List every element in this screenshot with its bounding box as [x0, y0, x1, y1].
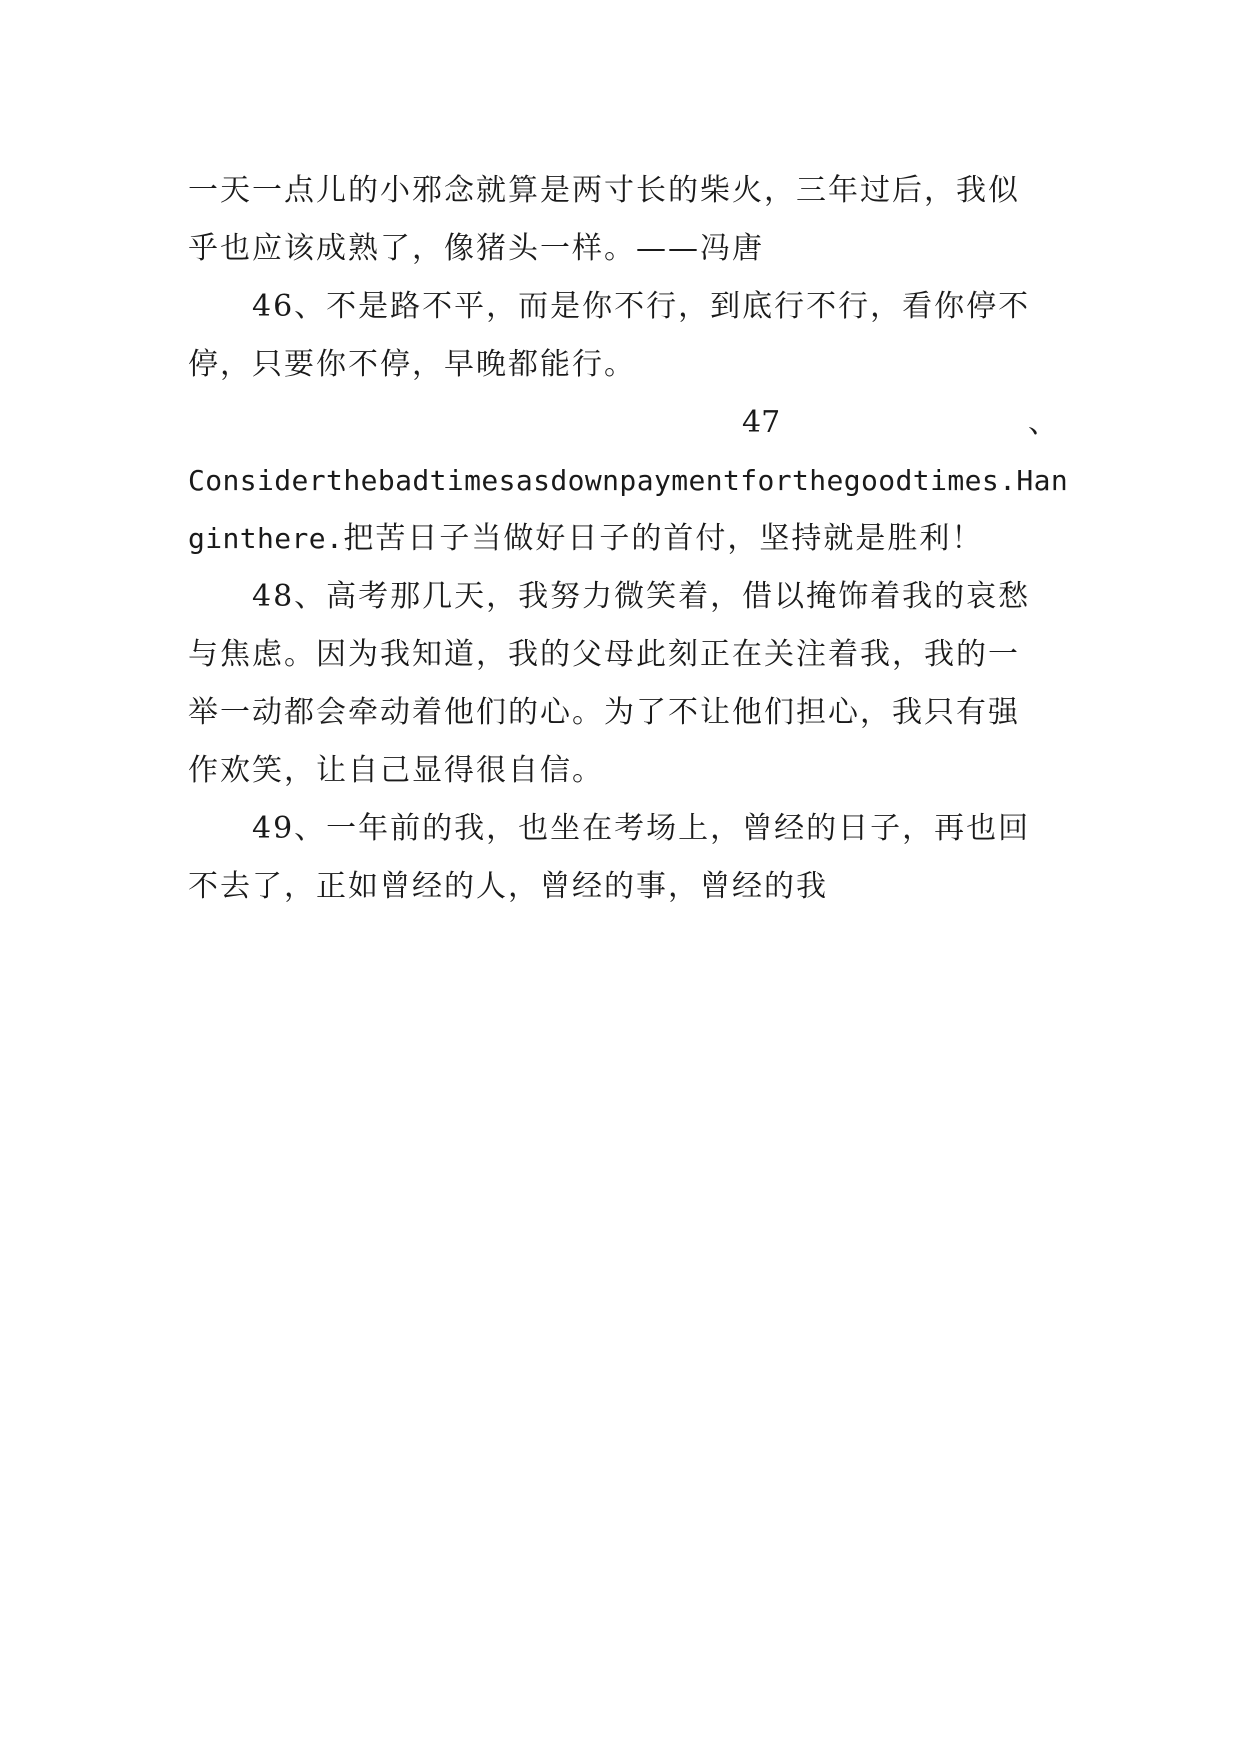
text-line: 乎也应该成熟了，像猪头一样。——冯唐	[188, 231, 764, 266]
text-line: 作欢笑，让自己显得很自信。	[188, 753, 604, 788]
text-line: 停，只要你不停，早晚都能行。	[188, 347, 636, 382]
text-line: 举一动都会牵动着他们的心。为了不让他们担心，我只有强	[188, 695, 1020, 730]
paragraph-47-number-row	[188, 394, 1058, 452]
paragraph-46	[188, 278, 1054, 394]
paragraph-47	[188, 394, 1069, 568]
chinese-translation: 把苦日子当做好日子的首付，坚持就是胜利！	[343, 521, 984, 556]
paragraph-45-continuation	[188, 162, 1054, 278]
text-line: 不去了，正如曾经的人，曾经的事，曾经的我	[188, 869, 828, 904]
text-line: 49、一年前的我，也坐在考场上，曾经的日子，再也回	[252, 811, 1031, 846]
text-line-mixed	[188, 510, 1054, 568]
paragraph-number: 47	[742, 405, 781, 440]
text-line-english: Considerthebadtimesasdownpaymentforthegoodtimes.Han	[188, 464, 1069, 497]
english-fragment: ginthere.	[188, 522, 344, 555]
paragraph-48	[188, 568, 1054, 800]
text-line: 46、不是路不平，而是你不行，到底行不行，看你停不	[252, 289, 1031, 324]
text-line: 与焦虑。因为我知道，我的父母此刻正在关注着我，我的一	[188, 637, 1020, 672]
text-line: 48、高考那几天，我努力微笑着，借以掩饰着我的哀愁	[252, 579, 1031, 614]
paragraph-49	[188, 800, 1054, 916]
document-body	[188, 162, 1069, 916]
enumeration-comma: 、	[1028, 405, 1058, 440]
text-line: 一天一点儿的小邪念就算是两寸长的柴火，三年过后，我似	[188, 173, 1020, 208]
